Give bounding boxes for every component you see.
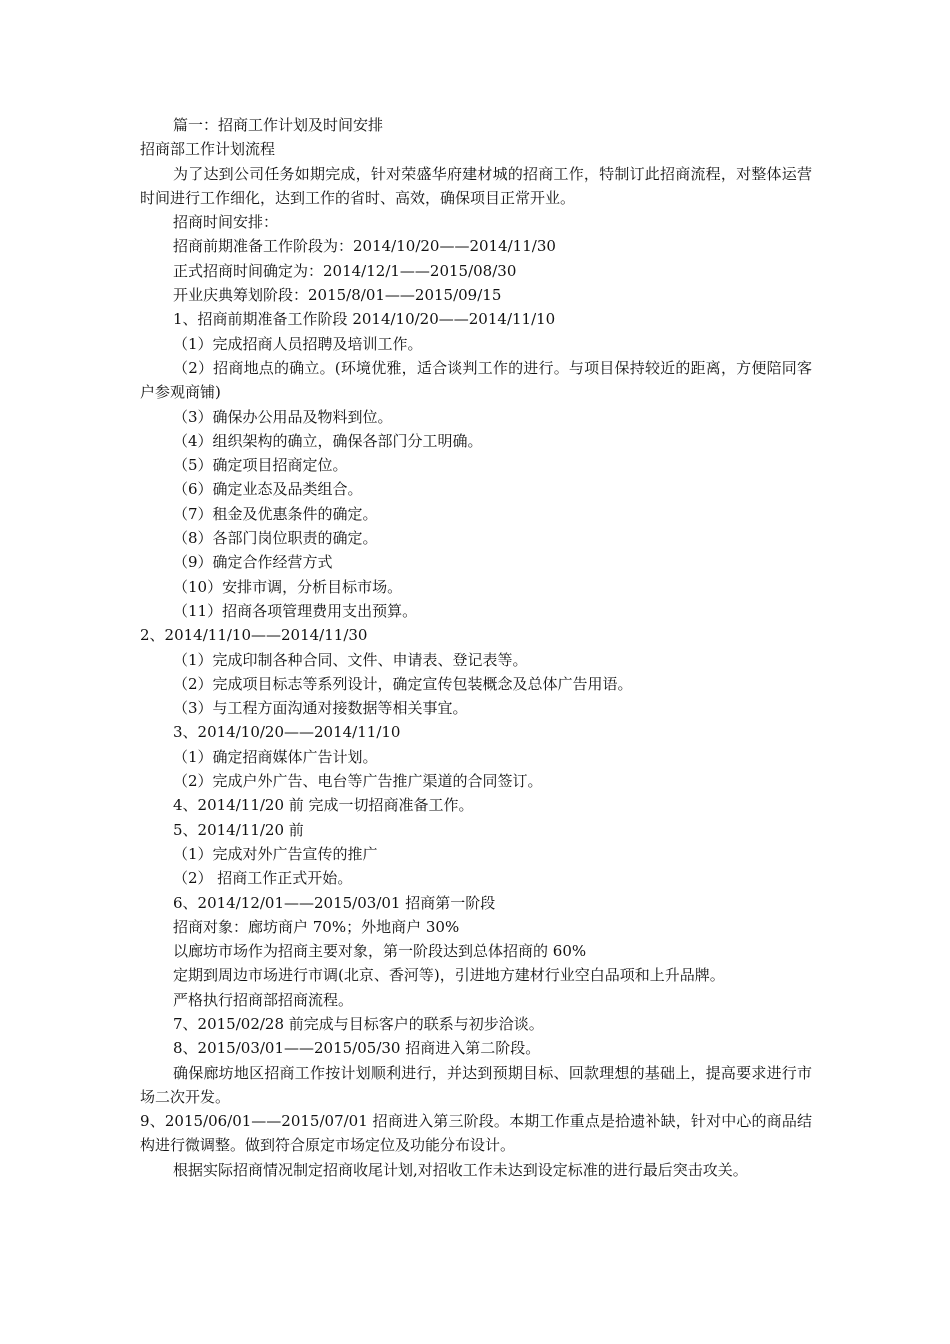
section-7-heading: 7、2015/02/28 前完成与目标客户的联系与初步洽谈。 bbox=[173, 1014, 544, 1033]
list-item: （1）完成招商人员招聘及培训工作。 bbox=[173, 334, 423, 353]
section-1-heading: 1、招商前期准备工作阶段 2014/10/20——2014/11/10 bbox=[173, 310, 556, 329]
list-item: （1）完成印制各种合同、文件、申请表、登记表等。 bbox=[173, 650, 528, 669]
list-item: （2）完成户外广告、电台等广告推广渠道的合同签订。 bbox=[173, 772, 543, 791]
schedule-line: 正式招商时间确定为：2014/12/1——2015/08/30 bbox=[173, 261, 517, 280]
list-item: （1）确定招商媒体广告计划。 bbox=[173, 747, 378, 766]
section-9-paragraph: 9、2015/06/01——2015/07/01 招商进入第三阶段。本期工作重点是拾遗补缺，针对中心的商品结构进行微调整。做到符合原定市场定位及功能分布设计。 bbox=[140, 1112, 812, 1155]
list-item: （10）安排市调，分析目标市场。 bbox=[173, 577, 403, 596]
list-item: （1）完成对外广告宣传的推广 bbox=[173, 844, 378, 863]
intro-paragraph: 为了达到公司任务如期完成，针对荣盛华府建材城的招商工作，特制订此招商流程，对整体运营时间进行工作细化，达到工作的省时、高效，确保项目正常开业。 bbox=[140, 164, 812, 207]
list-item: 招商对象：廊坊商户 70%；外地商户 30% bbox=[173, 917, 460, 936]
document-body bbox=[140, 113, 812, 1182]
list-item: 定期到周边市场进行市调(北京、香河等)，引进地方建材行业空白品项和上升品牌。 bbox=[173, 966, 725, 985]
list-item: （11）招商各项管理费用支出预算。 bbox=[173, 601, 418, 620]
list-item: （6）确定业态及品类组合。 bbox=[173, 480, 363, 499]
doc-subtitle: 招商部工作计划流程 bbox=[140, 140, 276, 159]
list-item: （9）确定合作经营方式 bbox=[173, 553, 333, 572]
section-6-heading: 6、2014/12/01——2015/03/01 招商第一阶段 bbox=[173, 893, 496, 912]
list-item: 以廊坊市场作为招商主要对象，第一阶段达到总体招商的 60% bbox=[173, 942, 587, 961]
list-item: （2）完成项目标志等系列设计，确定宣传包装概念及总体广告用语。 bbox=[173, 674, 633, 693]
section-2-heading: 2、2014/11/10——2014/11/30 bbox=[140, 626, 368, 645]
schedule-heading: 招商时间安排： bbox=[173, 213, 279, 232]
schedule-line: 开业庆典筹划阶段：2015/8/01——2015/09/15 bbox=[173, 286, 502, 305]
doc-title: 篇一：招商工作计划及时间安排 bbox=[173, 116, 384, 134]
list-item: （7）租金及优惠条件的确定。 bbox=[173, 504, 378, 523]
list-item: （5）确定项目招商定位。 bbox=[173, 456, 348, 475]
list-item: （3）确保办公用品及物料到位。 bbox=[173, 407, 393, 426]
schedule-line: 招商前期准备工作阶段为：2014/10/20——2014/11/30 bbox=[173, 237, 556, 256]
list-item: （4）组织架构的确立，确保各部门分工明确。 bbox=[173, 431, 483, 450]
list-item: 严格执行招商部招商流程。 bbox=[173, 990, 354, 1009]
section-5-heading: 5、2014/11/20 前 bbox=[173, 820, 304, 839]
list-item: （8）各部门岗位职责的确定。 bbox=[173, 529, 378, 548]
section-3-heading: 3、2014/10/20——2014/11/10 bbox=[173, 723, 401, 742]
section-8-paragraph: 确保廊坊地区招商工作按计划顺利进行，并达到预期目标、回款理想的基础上，提高要求进行市场二次开发。 bbox=[140, 1063, 812, 1106]
section-4-heading: 4、2014/11/20 前 完成一切招商准备工作。 bbox=[173, 796, 474, 815]
list-item: （2）招商地点的确立。(环境优雅，适合谈判工作的进行。与项目保持较近的距离，方便陪同客户参观商铺) bbox=[140, 358, 812, 402]
closing-paragraph: 根据实际招商情况制定招商收尾计划,对招收工作未达到设定标准的进行最后突击攻关。 bbox=[173, 1160, 748, 1179]
list-item: （2） 招商工作正式开始。 bbox=[173, 869, 353, 888]
list-item: （3）与工程方面沟通对接数据等相关事宜。 bbox=[173, 699, 468, 718]
section-8-heading: 8、2015/03/01——2015/05/30 招商进入第二阶段。 bbox=[173, 1039, 541, 1058]
